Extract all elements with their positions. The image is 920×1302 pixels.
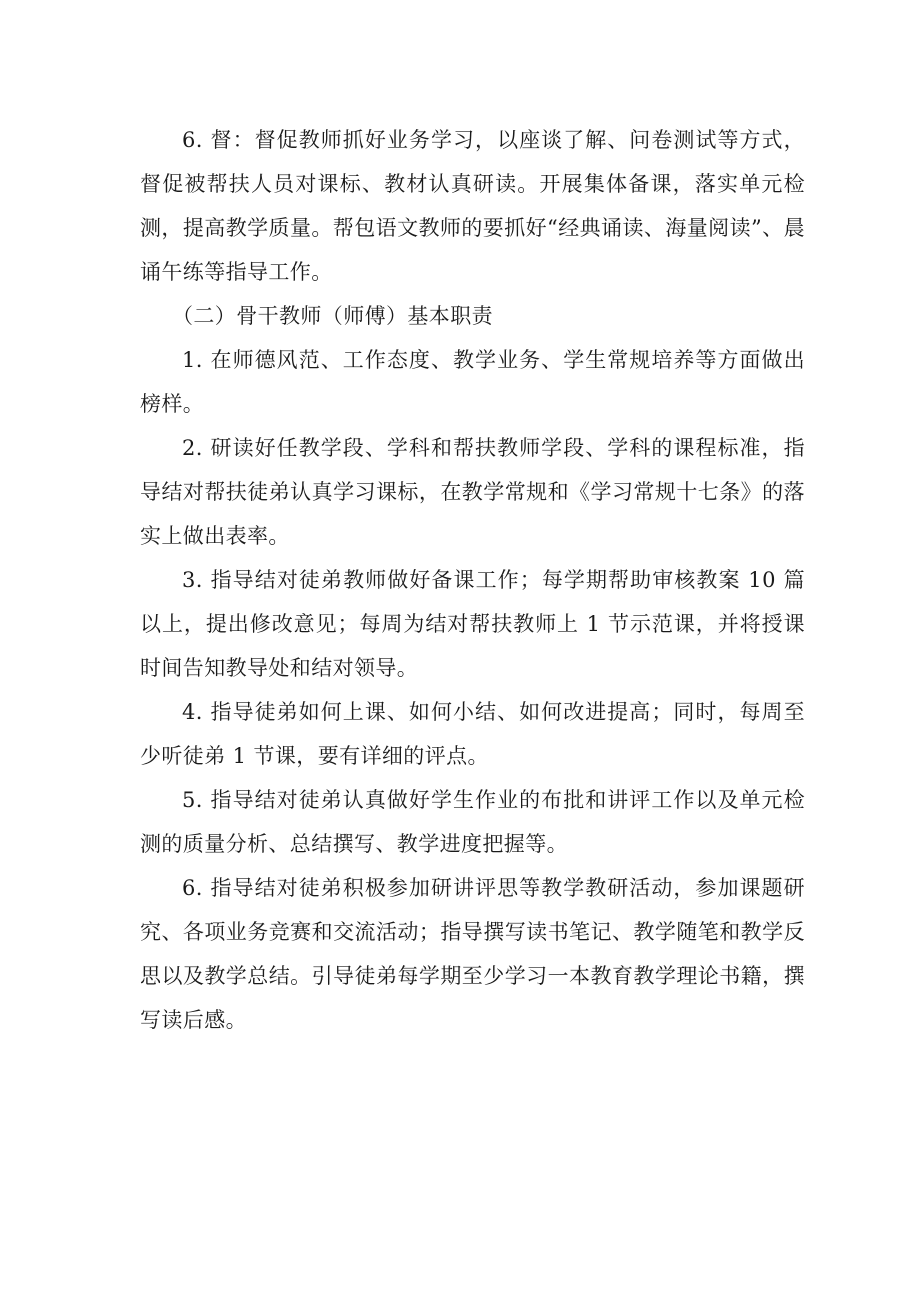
paragraph-duty-2: 2. 研读好任教学段、学科和帮扶教师学段、学科的课程标准，指导结对帮扶徒弟认真学习课标，在教学常规和《学习常规十七条》的落实上做出表率。 — [140, 436, 805, 548]
paragraph-duty-4: 4. 指导徒弟如何上课、如何小结、如何改进提高；同时，每周至少听徒弟 1 节课，要有详细的评点。 — [140, 700, 805, 768]
paragraph-duty-1: 1. 在师德风范、工作态度、教学业务、学生常规培养等方面做出榜样。 — [140, 348, 805, 416]
document-body — [140, 118, 805, 1042]
paragraph-duty-5: 5. 指导结对徒弟认真做好学生作业的布批和讲评工作以及单元检测的质量分析、总结撰写、教学进度把握等。 — [140, 788, 805, 856]
paragraph-duty-6: 6. 指导结对徒弟积极参加研讲评思等教学教研活动，参加课题研究、各项业务竞赛和交流活动；指导撰写读书笔记、教学随笔和教学反思以及教学总结。引导徒弟每学期至少学习一本教育教学理论书籍，撰写读后感。 — [140, 876, 805, 1032]
section-heading-backbone-teacher-duties: （二）骨干教师（师傅）基本职责 — [172, 304, 493, 328]
paragraph-duty-3: 3. 指导结对徒弟教师做好备课工作；每学期帮助审核教案 10 篇以上，提出修改意见；每周为结对帮扶教师上 1 节示范课，并将授课时间告知教导处和结对领导。 — [140, 568, 805, 680]
paragraph-supervise: 6. 督：督促教师抓好业务学习，以座谈了解、问卷测试等方式，督促被帮扶人员对课标、教材认真研读。开展集体备课，落实单元检测，提高教学质量。帮包语文教师的要抓好“经典诵读、海量阅读”、晨诵午练等指导工作。 — [140, 128, 805, 284]
